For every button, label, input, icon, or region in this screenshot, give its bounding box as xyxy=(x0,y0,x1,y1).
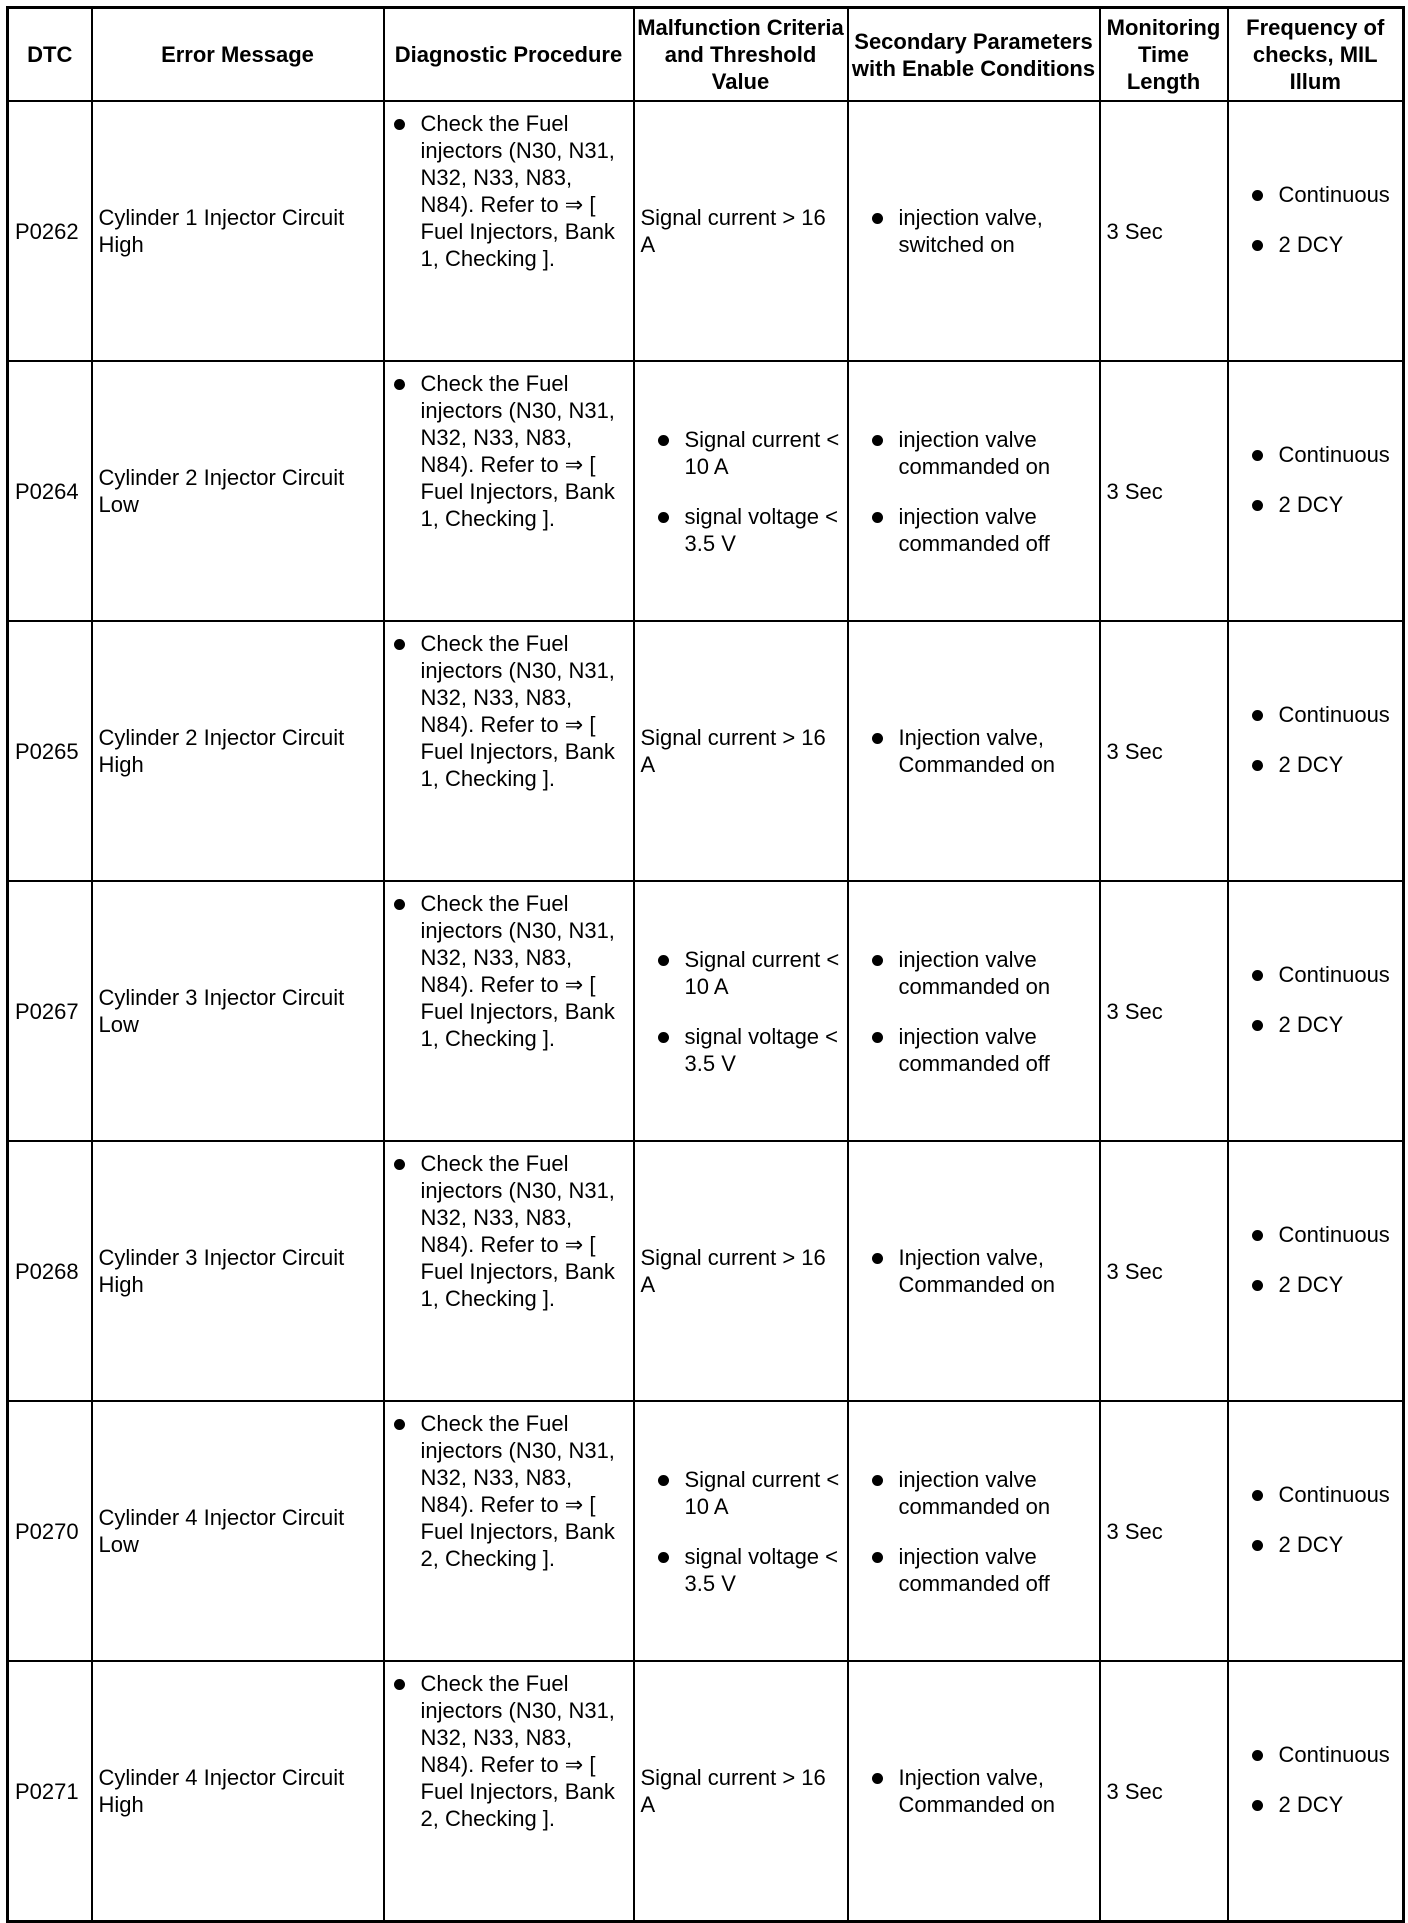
frequency-item-text: Continuous xyxy=(1278,702,1390,727)
secondary-item-text: injection valve commanded off xyxy=(898,503,1050,556)
criteria-text: Signal current > 16 A xyxy=(640,725,826,777)
frequency-item-text: 2 DCY xyxy=(1278,1532,1344,1557)
malfunction-criteria xyxy=(634,881,848,1141)
procedure-list xyxy=(391,890,627,1052)
frequency xyxy=(1228,361,1404,621)
criteria-text: Signal current > 16 A xyxy=(640,205,826,257)
bullet-icon xyxy=(1252,1800,1263,1811)
secondary-item xyxy=(869,1466,1093,1520)
procedure-item xyxy=(391,110,627,272)
document-page xyxy=(6,6,1402,1856)
monitoring-time: 3 Sec xyxy=(1100,101,1228,361)
table-row xyxy=(8,361,1404,621)
header-frequency: Frequency of checks, MIL Illum xyxy=(1228,8,1404,102)
secondary-item-text: injection valve, switched on xyxy=(898,205,1043,257)
error-message: Cylinder 4 Injector Circuit High xyxy=(92,1661,384,1922)
secondary-item-list xyxy=(855,724,1093,778)
procedure-text: Check the Fuel injectors (N30, N31, N32, N33, N83, N84). Refer to ⇒ [ Fuel Injectors, Bank 2, Checking ]. xyxy=(420,1671,615,1831)
criteria-item-text: signal voltage < 3.5 V xyxy=(684,503,838,556)
dtc-code: P0262 xyxy=(8,101,92,361)
procedure-list xyxy=(391,1150,627,1312)
secondary-item-text: injection valve commanded on xyxy=(898,946,1051,999)
bullet-icon xyxy=(872,1253,883,1264)
frequency-item-list xyxy=(1235,441,1397,518)
secondary-item-text: Injection valve, Commanded on xyxy=(898,725,1056,777)
secondary-parameters xyxy=(848,1141,1100,1401)
frequency-item-text: 2 DCY xyxy=(1278,1792,1344,1817)
secondary-parameters xyxy=(848,881,1100,1141)
criteria-item xyxy=(655,1466,841,1520)
frequency-item xyxy=(1249,231,1397,258)
frequency-item-text: 2 DCY xyxy=(1278,1012,1344,1037)
bullet-icon xyxy=(1252,1280,1263,1291)
criteria-item xyxy=(655,1543,841,1597)
malfunction-criteria xyxy=(634,361,848,621)
bullet-icon xyxy=(1252,240,1263,251)
criteria-item-text: Signal current < 10 A xyxy=(684,1466,840,1519)
bullet-icon xyxy=(1252,1540,1263,1551)
criteria-text: Signal current > 16 A xyxy=(640,1765,826,1817)
secondary-item xyxy=(869,1244,1093,1298)
procedure-item xyxy=(391,370,627,532)
bullet-icon xyxy=(872,1773,883,1784)
procedure-list xyxy=(391,630,627,792)
secondary-item-list xyxy=(855,204,1093,258)
diagnostic-procedure xyxy=(384,101,634,361)
bullet-icon xyxy=(872,733,883,744)
frequency-item xyxy=(1249,1741,1397,1768)
procedure-text: Check the Fuel injectors (N30, N31, N32, N33, N83, N84). Refer to ⇒ [ Fuel Injectors, Bank 1, Checking ]. xyxy=(420,891,615,1051)
bullet-icon xyxy=(658,1552,669,1563)
frequency-item xyxy=(1249,701,1397,728)
frequency xyxy=(1228,1661,1404,1922)
secondary-item-text: injection valve commanded off xyxy=(898,1543,1050,1596)
bullet-icon xyxy=(1252,1230,1263,1241)
bullet-icon xyxy=(394,1159,405,1170)
criteria-text: Signal current > 16 A xyxy=(640,1245,826,1297)
bullet-icon xyxy=(394,119,405,130)
header-diagnostic-procedure: Diagnostic Procedure xyxy=(384,8,634,102)
frequency-item-text: Continuous xyxy=(1278,182,1390,207)
frequency-item-text: Continuous xyxy=(1278,1222,1390,1247)
frequency xyxy=(1228,101,1404,361)
bullet-icon xyxy=(394,1679,405,1690)
bullet-icon xyxy=(658,435,669,446)
malfunction-criteria xyxy=(634,1661,848,1922)
procedure-text: Check the Fuel injectors (N30, N31, N32, N33, N83, N84). Refer to ⇒ [ Fuel Injectors, Bank 1, Checking ]. xyxy=(420,1151,615,1311)
procedure-list xyxy=(391,110,627,272)
frequency-item-text: 2 DCY xyxy=(1278,752,1344,777)
monitoring-time: 3 Sec xyxy=(1100,1401,1228,1661)
secondary-item-list xyxy=(855,1466,1093,1597)
bullet-icon xyxy=(394,1419,405,1430)
secondary-item xyxy=(869,1543,1093,1597)
frequency-item-list xyxy=(1235,1741,1397,1818)
frequency-item-text: Continuous xyxy=(1278,962,1390,987)
criteria-item-list xyxy=(641,426,841,557)
secondary-item xyxy=(869,503,1093,557)
frequency-item xyxy=(1249,1531,1397,1558)
diagnostic-procedure xyxy=(384,881,634,1141)
bullet-icon xyxy=(1252,710,1263,721)
procedure-list xyxy=(391,370,627,532)
header-malfunction-criteria: Malfunction Criteria and Threshold Value xyxy=(634,8,848,102)
bullet-icon xyxy=(658,512,669,523)
frequency-item-list xyxy=(1235,1221,1397,1298)
secondary-parameters xyxy=(848,621,1100,881)
criteria-item-list xyxy=(641,946,841,1077)
frequency-item xyxy=(1249,751,1397,778)
table-row xyxy=(8,1141,1404,1401)
monitoring-time: 3 Sec xyxy=(1100,621,1228,881)
frequency-item-list xyxy=(1235,1481,1397,1558)
frequency-item xyxy=(1249,441,1397,468)
monitoring-time: 3 Sec xyxy=(1100,1141,1228,1401)
malfunction-criteria xyxy=(634,1141,848,1401)
diagnostic-procedure xyxy=(384,1661,634,1922)
frequency-item-text: 2 DCY xyxy=(1278,232,1344,257)
secondary-item xyxy=(869,1023,1093,1077)
secondary-item-text: injection valve commanded off xyxy=(898,1023,1050,1076)
dtc-table xyxy=(6,6,1405,1923)
frequency xyxy=(1228,1401,1404,1661)
bullet-icon xyxy=(658,1475,669,1486)
frequency-item-text: Continuous xyxy=(1278,442,1390,467)
procedure-list xyxy=(391,1410,627,1572)
bullet-icon xyxy=(872,512,883,523)
criteria-item xyxy=(655,426,841,480)
dtc-code: P0268 xyxy=(8,1141,92,1401)
secondary-item xyxy=(869,204,1093,258)
secondary-item-list xyxy=(855,946,1093,1077)
secondary-item-list xyxy=(855,426,1093,557)
bullet-icon xyxy=(658,955,669,966)
dtc-code: P0271 xyxy=(8,1661,92,1922)
frequency xyxy=(1228,881,1404,1141)
secondary-item-list xyxy=(855,1764,1093,1818)
bullet-icon xyxy=(1252,1750,1263,1761)
diagnostic-procedure xyxy=(384,621,634,881)
secondary-parameters xyxy=(848,1401,1100,1661)
table-row xyxy=(8,101,1404,361)
frequency xyxy=(1228,1141,1404,1401)
table-row xyxy=(8,1661,1404,1922)
monitoring-time: 3 Sec xyxy=(1100,881,1228,1141)
dtc-code: P0270 xyxy=(8,1401,92,1661)
bullet-icon xyxy=(1252,970,1263,981)
frequency-item-list xyxy=(1235,961,1397,1038)
secondary-parameters xyxy=(848,361,1100,621)
procedure-item xyxy=(391,1410,627,1572)
error-message: Cylinder 3 Injector Circuit Low xyxy=(92,881,384,1141)
frequency-item-text: Continuous xyxy=(1278,1742,1390,1767)
bullet-icon xyxy=(1252,1020,1263,1031)
frequency-item-text: 2 DCY xyxy=(1278,1272,1344,1297)
error-message: Cylinder 1 Injector Circuit High xyxy=(92,101,384,361)
bullet-icon xyxy=(872,1475,883,1486)
secondary-item-list xyxy=(855,1244,1093,1298)
criteria-item-list xyxy=(641,1466,841,1597)
header-dtc: DTC xyxy=(8,8,92,102)
table-row xyxy=(8,621,1404,881)
secondary-item xyxy=(869,724,1093,778)
table-body xyxy=(8,101,1404,1922)
procedure-item xyxy=(391,1150,627,1312)
criteria-item-text: signal voltage < 3.5 V xyxy=(684,1543,838,1596)
criteria-item xyxy=(655,946,841,1000)
frequency-item xyxy=(1249,1791,1397,1818)
frequency-item xyxy=(1249,1221,1397,1248)
header-secondary-parameters: Secondary Parameters with Enable Conditions xyxy=(848,8,1100,102)
frequency-item-list xyxy=(1235,181,1397,258)
secondary-item-text: Injection valve, Commanded on xyxy=(898,1245,1056,1297)
secondary-item xyxy=(869,426,1093,480)
error-message: Cylinder 3 Injector Circuit High xyxy=(92,1141,384,1401)
secondary-parameters xyxy=(848,1661,1100,1922)
bullet-icon xyxy=(872,1032,883,1043)
secondary-item-text: injection valve commanded on xyxy=(898,1466,1051,1519)
procedure-text: Check the Fuel injectors (N30, N31, N32, N33, N83, N84). Refer to ⇒ [ Fuel Injectors, Bank 2, Checking ]. xyxy=(420,1411,615,1571)
frequency-item xyxy=(1249,961,1397,988)
frequency-item xyxy=(1249,1011,1397,1038)
diagnostic-procedure xyxy=(384,1141,634,1401)
procedure-item xyxy=(391,1670,627,1832)
malfunction-criteria xyxy=(634,621,848,881)
frequency-item-list xyxy=(1235,701,1397,778)
diagnostic-procedure xyxy=(384,1401,634,1661)
frequency-item xyxy=(1249,181,1397,208)
monitoring-time: 3 Sec xyxy=(1100,361,1228,621)
procedure-item xyxy=(391,630,627,792)
header-row xyxy=(8,8,1404,102)
malfunction-criteria xyxy=(634,101,848,361)
secondary-item xyxy=(869,1764,1093,1818)
secondary-item-text: injection valve commanded on xyxy=(898,426,1051,479)
dtc-code: P0264 xyxy=(8,361,92,621)
procedure-text: Check the Fuel injectors (N30, N31, N32, N33, N83, N84). Refer to ⇒ [ Fuel Injectors, Bank 1, Checking ]. xyxy=(420,631,615,791)
error-message: Cylinder 2 Injector Circuit Low xyxy=(92,361,384,621)
malfunction-criteria xyxy=(634,1401,848,1661)
criteria-item-text: Signal current < 10 A xyxy=(684,426,840,479)
secondary-item xyxy=(869,946,1093,1000)
procedure-text: Check the Fuel injectors (N30, N31, N32, N33, N83, N84). Refer to ⇒ [ Fuel Injectors, Bank 1, Checking ]. xyxy=(420,111,615,271)
error-message: Cylinder 4 Injector Circuit Low xyxy=(92,1401,384,1661)
bullet-icon xyxy=(1252,1490,1263,1501)
dtc-code: P0267 xyxy=(8,881,92,1141)
diagnostic-procedure xyxy=(384,361,634,621)
frequency xyxy=(1228,621,1404,881)
header-error-message: Error Message xyxy=(92,8,384,102)
bullet-icon xyxy=(872,955,883,966)
bullet-icon xyxy=(872,213,883,224)
bullet-icon xyxy=(872,1552,883,1563)
bullet-icon xyxy=(1252,760,1263,771)
bullet-icon xyxy=(1252,190,1263,201)
error-message: Cylinder 2 Injector Circuit High xyxy=(92,621,384,881)
bullet-icon xyxy=(658,1032,669,1043)
procedure-text: Check the Fuel injectors (N30, N31, N32, N33, N83, N84). Refer to ⇒ [ Fuel Injectors, Bank 1, Checking ]. xyxy=(420,371,615,531)
table-row xyxy=(8,881,1404,1141)
criteria-item xyxy=(655,1023,841,1077)
procedure-item xyxy=(391,890,627,1052)
frequency-item-text: Continuous xyxy=(1278,1482,1390,1507)
bullet-icon xyxy=(394,379,405,390)
bullet-icon xyxy=(394,899,405,910)
bullet-icon xyxy=(872,435,883,446)
criteria-item-text: signal voltage < 3.5 V xyxy=(684,1023,838,1076)
secondary-item-text: Injection valve, Commanded on xyxy=(898,1765,1056,1817)
monitoring-time: 3 Sec xyxy=(1100,1661,1228,1922)
bullet-icon xyxy=(1252,500,1263,511)
frequency-item xyxy=(1249,1481,1397,1508)
dtc-code: P0265 xyxy=(8,621,92,881)
frequency-item-text: 2 DCY xyxy=(1278,492,1344,517)
frequency-item xyxy=(1249,491,1397,518)
header-monitoring-time: Monitoring Time Length xyxy=(1100,8,1228,102)
table-header xyxy=(8,8,1404,102)
table-row xyxy=(8,1401,1404,1661)
secondary-parameters xyxy=(848,101,1100,361)
criteria-item xyxy=(655,503,841,557)
bullet-icon xyxy=(394,639,405,650)
frequency-item xyxy=(1249,1271,1397,1298)
procedure-list xyxy=(391,1670,627,1832)
bullet-icon xyxy=(1252,450,1263,461)
criteria-item-text: Signal current < 10 A xyxy=(684,946,840,999)
